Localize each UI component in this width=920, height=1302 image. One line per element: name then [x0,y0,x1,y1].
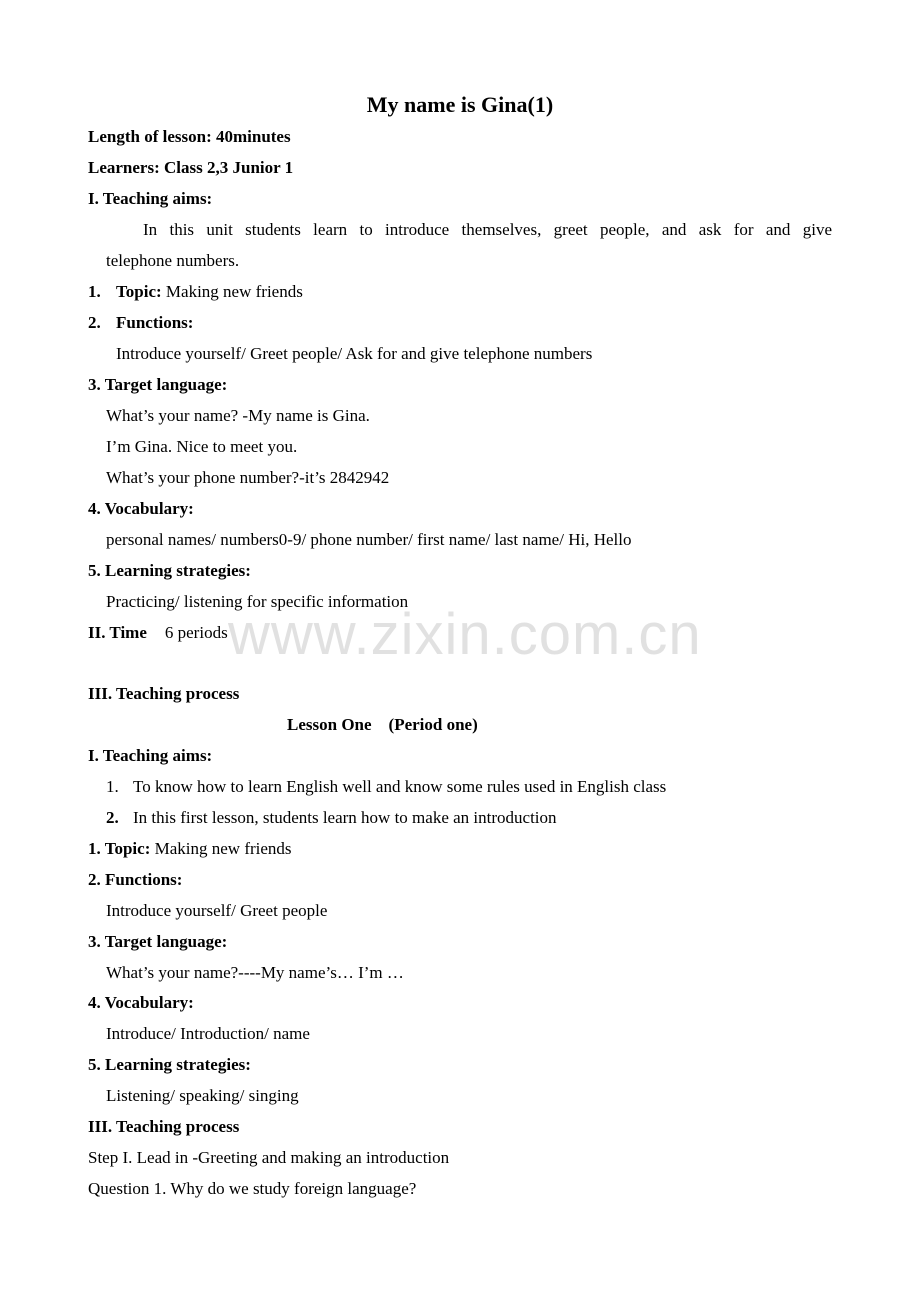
page-title: My name is Gina(1) [366,92,554,117]
topic-number: 1. [88,282,101,301]
lesson-functions-text: Introduce yourself/ Greet people [106,901,328,920]
watermark: www.zixin.com.cn [228,602,702,667]
lesson-one-heading: Lesson One (Period one) [287,715,478,734]
lesson-topic-label: 1. Topic: [88,839,151,858]
target-language-line: What’s your name? -My name is Gina. [106,406,370,425]
lesson-target-text: What’s your name?----My name’s… I’m … [106,963,404,982]
functions-label: Functions: [116,313,194,332]
lesson-aim-number: 1. [106,777,119,796]
vocabulary-text: personal names/ numbers0-9/ phone number/ first name/ last name/ Hi, Hello [106,530,632,549]
topic-item [88,281,303,303]
learners: Learners: Class 2,3 Junior 1 [88,158,294,177]
lesson-functions-heading: 2. Functions: [88,870,183,889]
lesson-aim-number: 2. [106,808,119,827]
topic-text: Making new friends [161,282,303,301]
teaching-process-heading: III. Teaching process [88,684,240,703]
teaching-aims-heading: I. Teaching aims: [88,189,213,208]
lesson-aim-text: To know how to learn English well and know some rules used in English class [133,777,667,796]
lesson-topic-text: Making new friends [150,839,292,858]
functions-number: 2. [88,313,101,332]
lesson-topic-item [88,838,292,860]
lesson-aim-text: In this first lesson, students learn how to make an introduction [133,808,557,827]
lesson-aims-heading: I. Teaching aims: [88,746,213,765]
target-language-line: What’s your phone number?-it’s 2842942 [106,468,390,487]
step-one: Step I. Lead in -Greeting and making an introduction [88,1148,450,1167]
functions-text: Introduce yourself/ Greet people/ Ask for and give telephone numbers [116,344,593,363]
intro-paragraph-line1: In this unit students learn to introduce themselves, greet people, and ask for and give [143,220,832,239]
topic-label: Topic: [116,282,162,301]
lesson-strategies-text: Listening/ speaking/ singing [106,1086,299,1105]
time-label: II. Time [88,623,147,642]
lesson-target-heading: 3. Target language: [88,932,228,951]
time-text: 6 periods [164,623,228,642]
functions-item [88,312,193,334]
lesson-aim-item [106,807,557,829]
learning-strategies-heading: 5. Learning strategies: [88,561,251,580]
lesson-strategies-heading: 5. Learning strategies: [88,1055,251,1074]
intro-paragraph-line2: telephone numbers. [106,251,240,270]
lesson-process-heading: III. Teaching process [88,1117,240,1136]
target-language-line: I’m Gina. Nice to meet you. [106,437,298,456]
target-language-heading: 3. Target language: [88,375,228,394]
lesson-vocabulary-heading: 4. Vocabulary: [88,993,194,1012]
question-one: Question 1. Why do we study foreign language? [88,1179,417,1198]
lesson-vocabulary-text: Introduce/ Introduction/ name [106,1024,310,1043]
learning-strategies-text: Practicing/ listening for specific information [106,592,409,611]
time-item [88,622,228,644]
vocabulary-heading: 4. Vocabulary: [88,499,194,518]
lesson-aim-item [106,776,666,798]
lesson-length: Length of lesson: 40minutes [88,127,291,146]
